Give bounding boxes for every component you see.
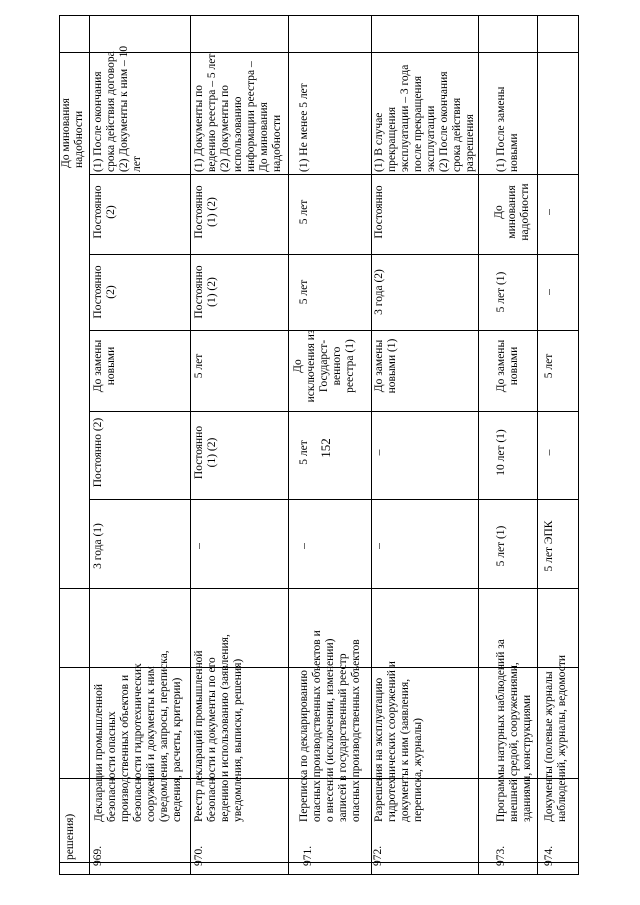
row-971-c1: – bbox=[298, 543, 310, 549]
row-974-c4: – bbox=[543, 289, 555, 295]
row-970-c1: – bbox=[193, 543, 205, 549]
row-969-note: (1) После окончания срока действия договора (2) Документы к ним – 10 лет bbox=[92, 45, 143, 172]
row-969-c3: До замены новыми bbox=[92, 339, 117, 393]
header-deadline-cont: До минования надобности bbox=[60, 98, 85, 168]
row-974-title: Документы (полевые журналы наблюдений, журналы, ведомости bbox=[543, 654, 568, 822]
row-969-c4: Постоянно (2) bbox=[92, 265, 117, 319]
row-971-c2: 5 лет bbox=[298, 440, 310, 465]
row-973-number: 973. bbox=[495, 845, 507, 866]
row-971-note: (1) Не менее 5 лет bbox=[298, 83, 310, 172]
row-971-c4: 5 лет bbox=[298, 279, 310, 305]
row-973-note: (1) После замены новыми bbox=[495, 86, 520, 172]
row-970-c5: Постоянно (1) (2) bbox=[193, 185, 218, 239]
row-970-c3: 5 лет bbox=[193, 353, 205, 379]
row-972-c5: Постоянно bbox=[373, 185, 385, 239]
row-973-c4: 5 лет (1) bbox=[495, 271, 507, 313]
row-970-number: 970. bbox=[193, 845, 205, 866]
row-972-number: 972. bbox=[372, 845, 384, 866]
row-972-c4: 3 года (2) bbox=[373, 269, 385, 315]
row-969-c1: 3 года (1) bbox=[92, 523, 104, 569]
row-974-c5: – bbox=[543, 209, 555, 215]
row-970-note: (1) Документы по ведению реестра – 5 лет (2) Документы по использованию информации реестра – До минования надобности bbox=[193, 53, 283, 172]
row-970-c2: Постоянно (1) (2) bbox=[193, 425, 218, 480]
page-number: 152 bbox=[318, 438, 333, 458]
row-separator bbox=[89, 16, 90, 875]
row-969-c5: Постоянно (2) bbox=[92, 185, 117, 239]
row-separator bbox=[478, 16, 479, 875]
row-971-title: Переписка по декларированию опасных производственных объектов и о внесении (исключении, изменении) записей в государственный реестр опасных производственных объектов bbox=[298, 630, 362, 822]
row-973-c5: До минования надобности bbox=[493, 183, 531, 241]
row-971-c3: До исключения из Государст- венного реестра (1) bbox=[292, 329, 356, 403]
row-972-c3: До замены новыми (1) bbox=[373, 338, 398, 394]
row-971-number: 971. bbox=[302, 845, 314, 866]
column-separator bbox=[90, 499, 579, 500]
row-974-c2: – bbox=[543, 449, 555, 456]
row-973-title: Программы натурных наблюдений за внешней средой, сооружениями, зданиями, конструкциями bbox=[495, 639, 533, 822]
row-969-number: 969. bbox=[92, 845, 104, 866]
column-separator bbox=[60, 588, 579, 589]
row-973-c1: 5 лет (1) bbox=[495, 525, 507, 567]
row-972-note: (1) В случае прекращения эксплуатации – 3 года после прекращения эксплуатации (2) После окончания срока действия разрешения bbox=[373, 64, 476, 172]
row-972-c1: – bbox=[373, 543, 385, 549]
row-972-title: Разрешения на эксплуатацию гидротехнических сооружений и документы к ним (заявления, переписка, журналы) bbox=[373, 661, 424, 822]
row-969-title: Декларации промышленной безопасности опасных производственных объектов и безопасности гидротехнических сооружений и документы к ним (уведомления, запросы, переписка, сведения, расчеты, критерии) bbox=[93, 650, 183, 822]
header-decision-cont: решения) bbox=[64, 813, 76, 860]
row-972-c2: – bbox=[373, 449, 385, 456]
row-971-c5: 5 лет bbox=[298, 199, 310, 225]
row-970-title: Реестр деклараций промышленной безопасности и документы по его ведению и использованию (заявления, уведомления, выписки, решения) bbox=[193, 634, 244, 822]
row-974-c3: 5 лет bbox=[543, 353, 555, 379]
row-970-c4: Постоянно (1) (2) bbox=[193, 265, 218, 319]
row-973-c3: До замены новыми bbox=[495, 339, 520, 393]
row-973-c2: 10 лет (1) bbox=[495, 429, 507, 476]
row-974-number: 974. bbox=[543, 845, 555, 866]
row-969-c2: Постоянно (2) bbox=[92, 417, 104, 488]
row-974-c1: 5 лет ЭПК bbox=[543, 520, 555, 572]
